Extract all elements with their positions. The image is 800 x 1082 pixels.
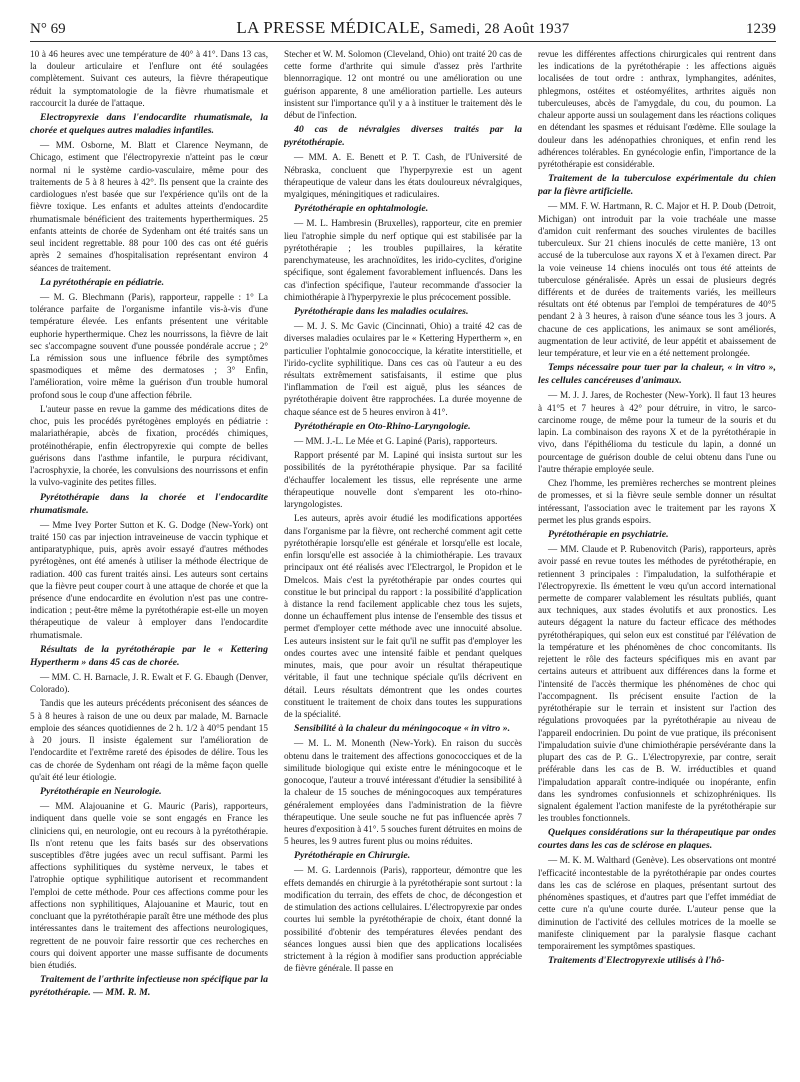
paragraph: — MM. A. E. Benett et P. T. Cash, de l'Université de Nébraska, concluent que l'hyperpyrexie est un agent thérapeutique de valeur dans les états douloureux névralgiques, myalgiques, méningitiques et radiculaires.: [284, 152, 522, 200]
section-title: Sensibilité à la chaleur du méningocoque « in vitro ».: [294, 723, 511, 735]
section-title: Pyrétothérapie en ophtalmologie.: [294, 203, 429, 215]
paragraph: — M. L. M. Monenth (New-York). En raison du succès obtenu dans le traitement des affections gonococciques et de la similitude biologique qui existe entre le méningocoque et le gonocoque, l'auteur a trouvé intéressant d'étudier la sensibilité à la chaleur de 15 souches de méningocoques aux températures généralement employées dans l'administration de la fièvre thérapeutique. Une seule souche ne fut pas influencée après 7 heures d'exposition à 41°. 5 souches furent détruites en moins de 5 heures, les 9 autres furent plus ou moins réduites.: [284, 738, 522, 847]
section-title: Pyrétothérapie dans les maladies oculaires.: [294, 306, 469, 318]
column-2: [284, 48, 522, 1062]
section-title: Electropyrexie dans l'endocardite rhumatismale, la chorée et quelques autres maladies infantiles.: [30, 112, 268, 137]
section-title: Pyrétothérapie en psychiatrie.: [548, 529, 669, 541]
paragraph: — M. K. M. Walthard (Genève). Les observations ont montré l'efficacité incontestable de la pyrétothérapie par ondes courtes dans les cas de sclérose en plaques, présentant surtout des phénomènes spastiques, et d'autres part que l'effet immédiat de cette cure n'a qu'une courte durée. L'auteur pense que la diminution de l'activité des cellules motrices de la moelle se manifeste cliniquement par la paralysie flasque cachant temporairement les symptômes spastiques.: [538, 855, 776, 952]
paragraph: — M. L. Hambresin (Bruxelles), rapporteur, cite en premier lieu l'atrophie simple du nerf optique qui est stabilisée par la pyrétothérapie ; les troubles pupillaires, la kératite parenchymateuse, les arachnoïdites, les irido-cyclites, d'origine spécifique, sont également favorablement influencés. Dans les cas d'infection spécifique, l'auteur recommande d'associer la chimiothérapie à l'hyperpyrexie le plus précocement possible.: [284, 218, 522, 302]
continued-paragraph: Stecher et W. M. Solomon (Cleveland, Ohio) ont traité 20 cas de cette forme d'arthrite qui simule d'assez près l'arthrite blennorragique. 12 ont montré ou une amélioration ou une guérison apparente, 8 une amélioration partielle. Les auteurs insistent sur l'importance qu'il y a à instituer le traitement dès le début de l'infection.: [284, 49, 522, 121]
section-title: Pyrétothérapie dans la chorée et l'endocardite rhumatismale.: [30, 491, 268, 516]
paragraph: — M. J. S. Mc Gavic (Cincinnati, Ohio) a traité 42 cas de diverses maladies oculaires par le « Kettering Hypertherm », en particulier l'ophtalmie gonococcique, la kératite interstitielle, et l'irido-cyclite syphilitique. Dans ces cas où l'auteur a eu des résultats extrêmement satisfaisants, il estime que plus l'inflammation de l'œil est aiguë, plus les séances de pyrétothérapie doivent être rapprochées. La durée moyenne de chaque séance est de 5 heures environ à 41°.: [284, 321, 522, 417]
continued-paragraph: revue les différentes affections chirurgicales qui rentrent dans les indications de la pyrétothérapie : les affections aiguës localisées de tout ordre : anthrax, lymphangites, adénites, phlegmons, ostéites et ostéomyélites, arthrites aiguës non tuberculeuses, abcès de l'amygdale, du cou, du poumon. La chaleur apporte aussi un soulagement dans les réactions coliques en détendant les spasmes et réduisant l'œdème. Elle soulage la douleur dans les adénopathies chroniques, et enfin rend les adhérences tolérables. En gynécologie enfin, l'importance de la pyrétothérapie est considérable.: [538, 49, 776, 170]
section-title: Pyrétothérapie en Oto-Rhino-Laryngologie.: [294, 420, 471, 432]
section-title: Pyrétothérapie en Neurologie.: [40, 786, 162, 798]
section-title: Pyrétothérapie en Chirurgie.: [294, 850, 411, 862]
paragraph: Chez l'homme, les premières recherches se montrent pleines de promesses, et si la fièvre seule semble donner un résultat intéressant, l'association avec le traitement par les rayons X permet les plus grands espoirs.: [538, 478, 776, 525]
journal-name: LA PRESSE MÉDICALE,: [236, 18, 425, 37]
column-3: [538, 48, 776, 1062]
paragraph: — Mme Ivey Porter Sutton et K. G. Dodge (New-York) ont traité 150 cas par injection intraveineuse de vaccin typhique et antiparatyphique, puis, après avoir essayé d'autres méthodes pyrétogènes, ont été amenés à utiliser la méthode électrique de radiation. 400 cas furent traités ainsi. Les auteurs sont certains que la fièvre peut couper court à une attaque de chorée et que la présence d'une endocardite en évolution n'est pas une contre-indication ; peut-être même la pyrétothérapie est-elle un moyen thérapeutique de valeur à employer dans l'endocardite rhumatismale.: [30, 519, 268, 640]
continued-paragraph: 10 à 46 heures avec une température de 40° à 41°. Dans 13 cas, la douleur articulaire et l'enflure ont été soulagées complètement. Suivant ces auteurs, la fièvre thérapeutique réduit la symptomatologie de la fièvre rhumatismale et raccourcit la durée de l'attaque.: [30, 49, 268, 108]
paragraph: — MM. Alajouanine et G. Mauric (Paris), rapporteurs, indiquent dans quelle voie se sont engagés en France les cliniciens qui, en neurologie, ont eu recours à la pyrétothérapie. Ils n'ont retenu que les faits basés sur des observations susceptibles d'être jugées avec un recul suffisant. Parmi les affections syphilitiques du système nerveux, le tabes et l'atrophie optique syphilitique autorisent et recommandent l'emploi de cette méthode. Pour ces affections comme pour les affections non syphilitiques, Alajouanine et Mauric, tout en concluant que la pyrétothérapie paraît être une méthode des plus intéressantes dans le traitement des affections neurologiques, regrettent de ne pouvoir faire ressortir que ces recherches en cours qui doivent apporter une masse suffisante de documents bien étudiés.: [30, 801, 268, 971]
section-title: Quelques considérations sur la thérapeutique par ondes courtes dans les cas de sclérose en plaques.: [538, 827, 776, 852]
section-title: 40 cas de névralgies diverses traités par la pyrétothérapie.: [284, 124, 522, 149]
section-title: Traitement de l'arthrite infectieuse non spécifique par la pyrétothérapie. — MM. R. M.: [30, 974, 268, 999]
section-title: Traitement de la tuberculose expérimentale du chien par la fièvre artificielle.: [538, 173, 776, 198]
paragraph: — M. G. Lardennois (Paris), rapporteur, démontre que les effets demandés en chirurgie à la pyrétothérapie sont surtout : la modification du terrain, des effets de choc, de décongestion et de stimulation des actions cellulaires. L'électropyrexie par ondes courtes lui semble la pyrétothérapie de choix, étant donné la possibilité d'obtenir des températures élevées pendant des séances longues aussi bien que des applications localisées strictement à la région à modifier sans production appréciable de fièvre générale. Il passe en: [284, 865, 522, 974]
section-title: Résultats de la pyrétothérapie par le « Kettering Hypertherm » dans 45 cas de chorée.: [30, 643, 268, 668]
paragraph: — MM. C. H. Barnacle, J. R. Ewalt et F. G. Ebaugh (Denver, Colorado).: [30, 671, 268, 695]
paragraph: — MM. J.-L. Le Mée et G. Lapiné (Paris), rapporteurs.: [294, 435, 498, 446]
section-title: La pyrétothérapie en pédiatrie.: [40, 276, 165, 288]
article-columns: [30, 48, 776, 1062]
issue-number: N° 69: [30, 21, 66, 37]
paragraph: L'auteur passe en revue la gamme des médications dites de choc, puis les procédés pyrétogènes employés en pédiatrie : malariathérapie, abcès de fixation, procédés chimiques, protéinothérapie, enfin électropyrexie qui compte de belles guérisons dans l'asthme infantile, le purpura récidivant, l'acrosphyxie, la chorée, les convulsions des nourrissons et enfin la vulvo-vaginite des petites filles.: [30, 403, 268, 488]
paragraph: — M. G. Blechmann (Paris), rapporteur, rappelle : 1° La tolérance parfaite de l'organisme infantile vis-à-vis d'une température élevée. Les enfants présentent une véritable euphorie hyperthermique. Chez les nourrissons, la fièvre de lait sec s'accompagne souvent d'une poussée pondérale accrue ; 2° La rémission sous une influence fébrile des symptômes spasmodiques et même des dermatoses ; 3° Enfin, l'amélioration, voire même la guérison d'un trouble humoral profond sous le coup d'une affection fébrile.: [30, 291, 268, 400]
journal-title: [120, 18, 686, 38]
section-title: Temps nécessaire pour tuer par la chaleur, « in vitro », les cellules cancéreuses d'animaux.: [538, 362, 776, 387]
paragraph: Rapport présenté par M. Lapiné qui insista surtout sur les possibilités de la pyrétothérapie physique. Par sa facilité d'échauffer localement les tissus, elle représente une arme thérapeutique nouvelle dont s'emparent les oto-rhino-laryngologistes.: [284, 450, 522, 510]
paragraph: — MM. Claude et P. Rubenovitch (Paris), rapporteurs, après avoir passé en revue toutes les méthodes de pyrétothérapie, en retiennent 3 principales : l'impaludation, la sulfothérapie et l'électropyrexie. Ils émettent le vœu qu'un accord international permette de comparer valablement les résultats publiés, quant aux techniques, aux stades évolutifs et aux pronostics. Les auteurs dégagent la nature du facteur efficace des méthodes pyrétothérapiques, qui selon eux est constitué par l'élévation de la température et les phénomènes de choc concomitants. Ils rejettent le rôle des facteurs spécifiques mis en avant par certains auteurs et attribuent aux différences dans la forme et l'intensité de l'accès thermique les phénomènes de choc qui l'accompagnent. Ils précisent ensuite l'action de la pyrétothérapie sur le terrain et insistent sur l'action des régulations provoquées par la pyrétothérapie au niveau de l'appareil endocrinien. Du point de vue pratique, ils préconisent l'impaludation suivie d'une chimiothérapie persévérante dans la plupart des cas de P. G.. L'électropyrexie, par contre, serait préférable dans les cas de B. W. irréductibles et quand l'impaludation apparaît contre-indiquée ou inopérante, enfin dans les syndromes confusionnels et schizophréniques. Ils signalent également l'action manifeste de la pyrétothérapie sur les troubles fonctionnels.: [538, 544, 776, 824]
column-1: [30, 48, 268, 1062]
paragraph: — M. J. J. Jares, de Rochester (New-York). Il faut 13 heures à 41°5 et 7 heures à 42° pour détruire, in vitro, le sarco-carcinome rouge, de même pour la tumeur de la souris et du lapin. La combinaison des rayons X et de la pyrétothérapie in vivo, dans l'épithélioma du testicule du lapin, a donné un pourcentage de guérison double de celui obtenu dans l'une ou l'autre thérapie employée seule.: [538, 390, 776, 474]
paragraph: Tandis que les auteurs précédents préconisent des séances de 5 à 8 heures à raison de une ou deux par malade, M. Barnacle emploie des séances quotidiennes de 2 h. 1/2 à 40°5 pendant 15 à 20 jours. Il insiste également sur l'amélioration de l'endocardite et l'extrême rareté des épisodes de délire. Tous les cas de chorée de Sydenham ont réagi de la même façon quelle qu'ait été leur étiologie.: [30, 698, 268, 782]
page-number: 1239: [746, 21, 776, 37]
paragraph: Les auteurs, après avoir étudié les modifications apportées dans l'organisme par la fièvre, ont recherché comment agit cette pyrétothérapie lorsqu'elle est générale et lorsqu'elle est locale, enfin lorsqu'elle est associée à la chimiothérapie. Les travaux principaux ont été réalisés avec l'Electrargol, le Propidon et le Dmelcos. Mais c'est la pyrétothérapie par ondes courtes qui constitue le but principal du rapport : la possibilité d'application à distance la rend facilement applicable chez tous les sujets, donne un échauffement plus intense de l'ensemble des tissus et permet d'employer cette méthode avec une innocuité absolue. Les auteurs insistent sur le fait qu'il ne suffit pas d'employer les ondes courtes avec une intensité faible et pendant quelques minutes, mais, que pour avoir un résultat thérapeutique véritable, il faut une technique spéciale qu'ils décrivent en détail. Leurs résultats démontrent que les ondes courtes constituent le traitement de choix dans toutes les suppurations de la spécialité.: [284, 513, 522, 720]
paragraph: — MM. F. W. Hartmann, R. C. Major et H. P. Doub (Detroit, Michigan) ont introduit par la voie trachéale une masse d'amidon cuit renfermant des souches virulentes de bacilles tuberculeux. Sur 21 chiens inoculés de cette manière, 13 ont accusé de la tuberculose aux rayons X et à l'examen direct. Par la voie veineuse 14 chiens inoculés ont tous été atteints de tuberculose généralisée. Après un essai de plusieurs degrés différents et de durées de traitements variés, les meilleurs résultats ont été obtenus par l'emploi de températures de 40°5 pendant 2 à 3 heures, à raison d'une séance tous les 3 jours. A chacune de ces applications, les animaux se sont améliorés, augmentation de leur activité, de leur appétit et abaissement de leur température, et leur vie en a été nettement prolongée.: [538, 201, 776, 359]
section-title: Traitements d'Electropyrexie utilisés à l'hô-: [548, 955, 725, 967]
page-header: [30, 12, 776, 42]
issue-date: Samedi, 28 Août 1937: [429, 21, 570, 37]
paragraph: — MM. Osborne, M. Blatt et Clarence Neymann, de Chicago, estiment que l'électropyrexie n'atteint pas le cœur normal ni le système cardio-vasculaire, même pour des traitements de 5 à 8 heures à 42°. Ils pensent que la crainte des cardiologues n'est basée que sur l'expérience qu'ils ont de la fièvre toxique. Les enfants et adultes atteints d'endocardite rhumatismale bénéficient des traitements hyperthermiques. 25 enfants atteints de chorée de Sydenham ont été traités sans un seul incident regrettable. 88 pour 100 des cas ont été guéris après 2 semaines d'hospitalisation représentant environ 4 séances de traitement.: [30, 140, 268, 273]
